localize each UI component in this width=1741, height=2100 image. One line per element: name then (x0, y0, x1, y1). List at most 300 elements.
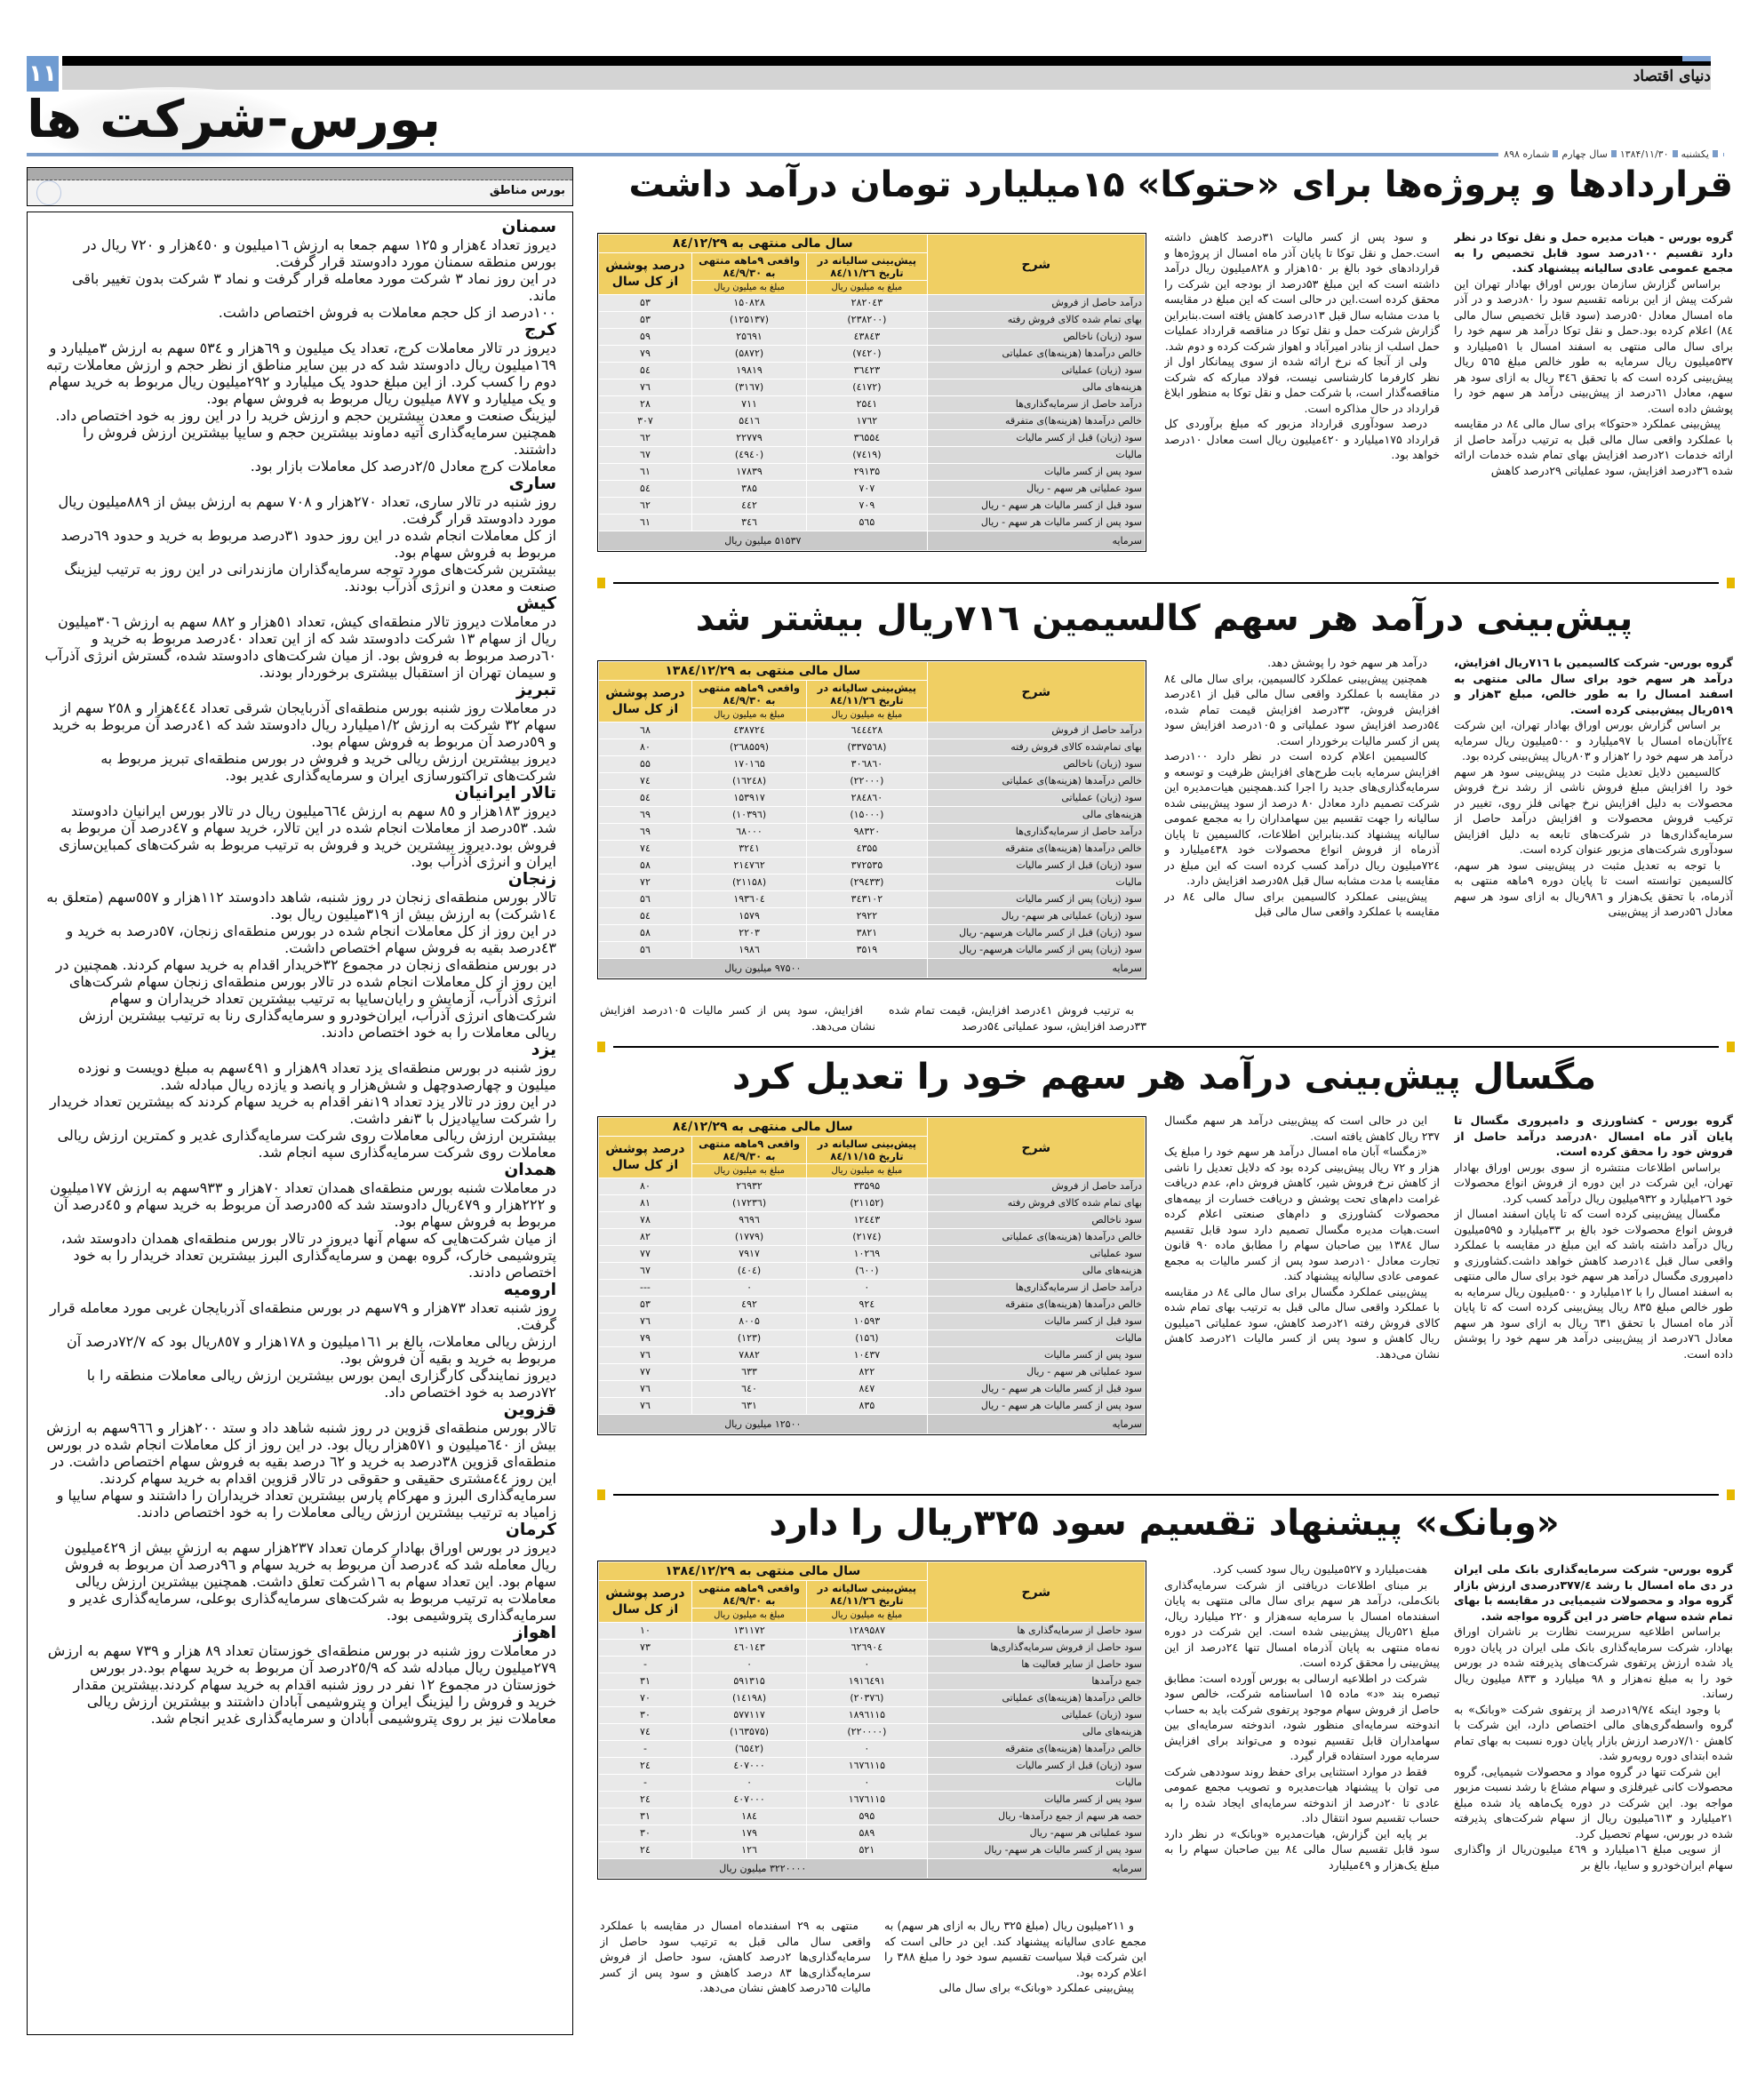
row-label: خالص درآمدها (هزینه‌ها)ی متفرقه (1004, 415, 1142, 427)
actual-value: ۱۹۸٦ (739, 944, 760, 955)
region-title: سمنان (501, 218, 556, 236)
region-heading (44, 784, 556, 802)
coverage-cell (599, 1640, 691, 1656)
row-label-cell (928, 1657, 1145, 1673)
paragraph: این شرکت تنها در گروه مواد و محصولات شیمیایی، گروه محصولات کانی غیرفلزی و سهام مشاع با رشد نسبت مزبور مواجه بود. این شرکت در دوره یک‌ماهه یاد شده مبلغ ۲۱میلیارد و ٦۱۳میلیون ریال از سهام شرکت‌های پذیرفته شده در بورس، سهام تحصیل کرد. (1454, 1764, 1733, 1840)
col-actual: واقعی ۹ماهه منتهی به ۸٤/۹/۳۰ (692, 1581, 806, 1608)
coverage-cell (599, 1623, 691, 1639)
forecast-cell (807, 1741, 926, 1757)
row-label-cell (928, 1297, 1145, 1313)
actual-cell (692, 1229, 806, 1245)
row-label: سود عملیاتی هر سهم - ریال (1026, 483, 1142, 494)
actual-cell (692, 1741, 806, 1757)
actual-value: ۱۷۸۳۹ (736, 466, 763, 477)
paragraph: پیش‌بینی عملکرد «حتوکا» برای سال مالی ۸٤ در مقایسه با عملکرد واقعی سال مالی قبل به ترتیب درآمد حاصل از ارائه خدمات ۲۱درصد افزایش بهای تمام شده خدمات ارائه شده ۳٦درصد افزایش، سود عملیاتی ۲۹درصد کاهش (1454, 417, 1733, 477)
actual-cell (692, 1724, 806, 1740)
row-label: سود (زیان) پس از کسر مالیات (1016, 893, 1142, 905)
region-heading (44, 218, 556, 236)
capital-label: سرمایه (1112, 534, 1142, 547)
actual-cell (692, 942, 806, 958)
article-1-headline (595, 164, 1733, 206)
forecast-cell (807, 329, 926, 345)
actual-value: ٦۳۱ (741, 1400, 757, 1411)
coverage-cell (599, 790, 691, 806)
dateline-date: ۱۳۸۴/۱۱/۳۰ (1619, 148, 1669, 160)
actual-cell (692, 481, 806, 497)
article-1-column-right (1454, 229, 1733, 572)
coverage-cell (599, 1707, 691, 1723)
actual-value: (۱۲۵۱۳۷) (730, 314, 770, 325)
row-label: مالیات (1115, 1332, 1142, 1344)
row-label: سود ناخالص (1091, 1214, 1142, 1226)
forecast-cell (807, 1623, 926, 1639)
row-label: مالیات (1115, 876, 1142, 888)
article-4-column-middle (1164, 1561, 1440, 2037)
coverage-cell (599, 841, 691, 857)
coverage-cell (599, 363, 691, 379)
coverage-cell (599, 1263, 691, 1279)
row-label: بهای تمام‌شده کالای فروش رفته (1010, 741, 1142, 753)
coverage-cell (599, 1229, 691, 1245)
forecast-value: (۲۹٤۳۳) (850, 876, 884, 888)
actual-value: ۵۷۷۱۱۷ (733, 1709, 765, 1721)
row-label-cell (928, 379, 1145, 395)
table-row (599, 1330, 1145, 1346)
col-forecast: پیش‌بینی سالیانه در تاریخ ۸٤/۱۱/۲٦ (807, 681, 926, 707)
forecast-value: ۵۹۵ (859, 1810, 875, 1822)
capital-value-cell (599, 959, 927, 978)
actual-cell (692, 874, 806, 890)
masthead-bar (62, 56, 1711, 66)
capital-row (599, 1415, 1145, 1433)
table-row (599, 481, 1145, 497)
row-label: سود حاصل از سایر فعالیت ها (1021, 1658, 1142, 1670)
article-separator (597, 1042, 1735, 1052)
paragraph: در این روز از کل معاملات انجام شده در بورس منطقه‌ای زنجان، ٥۷درصد به خرید و ٤۳درصد بقیه به فروش سهام اختصاص داشت. (66, 922, 556, 956)
forecast-cell (807, 756, 926, 772)
table-header-row (599, 1118, 1145, 1136)
paragraph: بیشترین ارزش ریالی معاملات روی شرکت سرمایه‌گذاری غدیر و کمترین ارزش ریالی معاملات روی شرکت سرمایه‌گذاری سپه انجام شد. (57, 1127, 556, 1161)
article-1-lead: گروه بورس - هیات مدیره حمل و نقل توکا در نظر دارد تقسیم ۱۰۰درصد سود قابل تخصیص را به مجمع عمومی عادی سالیانه پیشنهاد کند. (1454, 230, 1733, 275)
coverage-pct: ۷٤ (640, 775, 651, 787)
row-label-cell (928, 515, 1145, 531)
capital-label-cell (928, 959, 1145, 978)
article-4-below-table-left (600, 1918, 871, 2033)
section-title: بورس-شرکت ها (27, 89, 442, 149)
paragraph: روز شنبه در تالار ساری، تعداد ۲۷۰هزار و ۷۰۸ سهم به ارزش بیش از ۸۸۹میلیون ریال مورد دادوستد قرار گرفت. (58, 493, 556, 527)
article-2-right-body (1454, 717, 1733, 920)
forecast-cell (807, 723, 926, 739)
article-4-right-body (1454, 1624, 1733, 1872)
fiscal-period: سال مالی منتهی به ۸٤/۱۲/۲۹ (599, 235, 927, 252)
article-4-lead: گروه بورس- شرکت سرمایه‌گذاری بانک ملی ایران در دی ماه امسال با رشد ۳۷۷/٤درصدی ارزش بازار گروه مواد و محصولات شیمیایی در مقایسه با بهای تمام شده سهام حاضر در این گروه مواجه شد. (1454, 1562, 1733, 1623)
region-section (44, 1521, 556, 1624)
row-label: سود پس از کسر مالیات هر سهم- ریال (984, 1844, 1142, 1856)
actual-cell (692, 1758, 806, 1774)
article-1-table (597, 233, 1146, 552)
paragraph: از میان شرکت‌هایی که سهام آنها دیروز در تالار بورس منطقه‌ای همدان دادوستد شد، پتروشیمی خارک، گروه بهمن و سرمایه‌گذاری البرز بیشترین تعداد خریدار را به خود اختصاص دادند. (60, 1230, 556, 1281)
bullet-icon (1673, 150, 1678, 157)
row-label-cell (928, 1263, 1145, 1279)
actual-cell (692, 1707, 806, 1723)
row-label: هزینه‌های مالی (1082, 809, 1142, 820)
regional-exchanges-sidebar (27, 212, 573, 2035)
forecast-value: ۳٦۵۵٤ (853, 432, 881, 443)
table-row (599, 447, 1145, 463)
coverage-cell (599, 1657, 691, 1673)
forecast-value: ۱۲۸۹۵۸۷ (848, 1625, 886, 1636)
actual-value: ۱۸٤ (741, 1810, 757, 1822)
actual-value: ۳۲٤۱ (739, 842, 760, 854)
region-heading (44, 1624, 556, 1642)
article-2-below-table-left (600, 1002, 875, 1034)
forecast-cell (807, 1195, 926, 1211)
actual-cell (692, 723, 806, 739)
coverage-pct: ۷۷ (640, 1248, 651, 1259)
coverage-cell (599, 942, 691, 958)
region-section (44, 784, 556, 870)
article-2-headline (595, 597, 1733, 640)
actual-cell (692, 891, 806, 907)
forecast-value: ۲۹۲۲ (856, 910, 878, 922)
forecast-cell (807, 379, 926, 395)
divider (27, 153, 1724, 156)
row-label: سود (زیان) ناخالص (1063, 331, 1142, 342)
row-label: سود (زیان) ناخالص (1063, 758, 1142, 770)
article-1-right-body (1454, 276, 1733, 479)
row-label: سود قبل از کسر مالیات هر سهم - ریال (981, 1383, 1142, 1394)
row-label: خالص درآمدها (هزینه‌ها)ی عملیاتی (1002, 347, 1142, 359)
table-row (599, 1347, 1145, 1363)
row-label-cell (928, 1792, 1145, 1808)
article-4-column-right (1454, 1561, 1733, 2037)
region-title: همدان (504, 1161, 556, 1179)
forecast-cell (807, 1724, 926, 1740)
forecast-value: ۲۵٤۱ (856, 398, 878, 410)
forecast-cell (807, 413, 926, 429)
forecast-cell (807, 464, 926, 480)
row-label-cell (928, 1758, 1145, 1774)
coverage-cell (599, 807, 691, 823)
capital-label: سرمایه (1112, 1862, 1142, 1874)
forecast-value: ۲۸۲۰٤۳ (851, 297, 883, 308)
actual-value: ٤٤۲ (741, 499, 757, 511)
forecast-value: ۳۳۵۹۵ (853, 1180, 881, 1192)
forecast-value: (۱۵٦) (855, 1332, 879, 1344)
region-title: تبریز (516, 681, 556, 699)
actual-value: (٦۵٤۲) (734, 1743, 764, 1754)
coverage-pct: ۷۳ (640, 1641, 651, 1653)
region-heading (44, 595, 556, 613)
table-row (599, 790, 1145, 806)
table-row (599, 1707, 1145, 1723)
table-row (599, 773, 1145, 789)
table-row (599, 1297, 1145, 1313)
actual-value: ٦٤۰ (741, 1383, 757, 1394)
forecast-value: ۹۸۳۲۰ (853, 826, 881, 837)
row-label: جمع درآمدها (1091, 1675, 1142, 1687)
coverage-pct: ۳۰ (640, 1827, 651, 1839)
forecast-cell (807, 1178, 926, 1194)
actual-cell (692, 1398, 806, 1414)
coverage-pct: ٦۲ (640, 432, 651, 443)
col-description: شرح (928, 1118, 1145, 1178)
fiscal-period: سال مالی منتهی به ۸٤/۱۲/۲۹ (599, 1118, 927, 1136)
paragraph: دیروز ۱۸۳هزار و ۸٥ سهم به ارزش ٦٦٤میلیون ریال در تالار بورس ایرانیان دادوستد شد. ٥۳درصد از معاملات انجام شده در این تالار، خرید سهام و ٤۷درصد آن مربوط به فروش بود.دیروز بیشترین خرید و فروش به ترتیب مربوط به شرکت‌های کمباین‌سازی ایران و انرژی آذرآب بود. (59, 802, 556, 870)
actual-value: ۱۵۳۹۱۷ (733, 792, 765, 803)
row-label-cell (928, 1623, 1145, 1639)
article-2-column-middle (1164, 655, 1440, 1033)
coverage-pct: ۷۷ (640, 1366, 651, 1377)
coverage-pct: ۵۵ (640, 758, 651, 770)
actual-value: ٦۳۳ (741, 1366, 757, 1377)
row-label: خالص درآمدها (هزینه‌ها)ی عملیاتی (1002, 1692, 1142, 1704)
actual-value: ۳٤٦ (741, 516, 757, 528)
paragraph: دیروز نمایندگی کارگزاری ایمن بورس بیشترین ارزش ریالی معاملات منطقه را با ۷۲درصد به خود اختصاص داد. (86, 1367, 556, 1401)
row-label-cell (928, 874, 1145, 890)
table-row (599, 841, 1145, 857)
paragraph: درصد سودآوری قرارداد مزبور که مبلغ برآوردی کل قرارداد ۱۷۵میلیارد و ٤۲۰میلیون ریال است معادل ۱۰درصد خواهد بود. (1164, 417, 1440, 461)
coverage-pct: ۲٤ (640, 1760, 651, 1771)
paragraph: افزایش، سود پس از کسر مالیات ۱۰۵درصد افزایش نشان می‌دهد. (600, 1003, 875, 1033)
region-heading (44, 1041, 556, 1059)
col-description: شرح (928, 235, 1145, 294)
forecast-value: (۷٤۱۹) (852, 449, 882, 460)
table-header-row (599, 1562, 1145, 1580)
coverage-cell (599, 498, 691, 514)
page-number: ۱۱ (27, 56, 59, 92)
actual-value: ٤۰۷۰۰۰ (733, 1793, 765, 1805)
col-forecast: پیش‌بینی سالیانه در تاریخ ۸٤/۱۱/۱۵ (807, 1137, 926, 1163)
table-row (599, 1381, 1145, 1397)
row-label: سود (زیان) عملیاتی (1061, 364, 1142, 376)
row-label: سود (زیان) قبل از کسر مالیات (1016, 1760, 1142, 1771)
unit-label: مبلغ به میلیون ریال (692, 1609, 806, 1622)
row-label-cell (928, 908, 1145, 924)
capital-row (599, 1859, 1145, 1878)
row-label-cell (928, 723, 1145, 739)
actual-value: ٤۳۸۷۲٤ (733, 724, 765, 736)
unit-label: مبلغ به میلیون ریال (692, 281, 806, 294)
row-label-cell (928, 1724, 1145, 1740)
table-row (599, 1313, 1145, 1329)
paragraph: مگسال پیش‌بینی کرده است که تا پایان اسفند امسال از فروش انواع محصولات خود بالغ بر ۳۳میلیارد و ۵۹۵میلیون ریال درآمد داشته باشد که این مبلغ در مقایسه با عملکرد واقعی سال قبل ۱٤درصد کاهش خواهد داشت.کشاورزی و دامپروری مگسال درآمد هر سهم خود برای سال مالی منتهی به اسفند امسال را با ۱۲میلیارد و ۵۰۰میلیون ریال سرمایه به طور خالص مبلغ ۸۳۵ ریال پیش‌بینی کرده است که تا پایان آذر ماه امسال با تحقق ٦۳۱ ریال به ازای سود هر سهم معادل ۷٦درصد از پیش‌بینی درآمد هر سهم خود را پوشش داده است. (1454, 1207, 1733, 1361)
actual-cell (692, 498, 806, 514)
coverage-pct: ۷٦ (640, 1400, 651, 1411)
actual-value: ۱۷۰۱٦۵ (733, 758, 765, 770)
coverage-pct: ۷۹ (640, 1332, 651, 1344)
forecast-value: ۳٤۳۱۰۲ (851, 893, 883, 905)
table-row (599, 1195, 1145, 1211)
row-label-cell (928, 1398, 1145, 1414)
actual-cell (692, 1640, 806, 1656)
coverage-pct: ۸۱ (640, 1197, 651, 1209)
actual-value: ۰ (747, 1777, 752, 1788)
row-label-cell (928, 807, 1145, 823)
row-label-cell (928, 925, 1145, 941)
actual-cell (692, 841, 806, 857)
actual-value: ۱۷۹ (741, 1827, 757, 1839)
region-title: ارومیه (503, 1281, 556, 1299)
fiscal-period: سال مالی منتهی به ۱۳۸٤/۱۲/۲۹ (599, 1562, 927, 1580)
paragraph: منتهی به ۲۹ اسفندماه امسال در مقایسه با عملکرد واقعی سال مالی قبل به ترتیب سود حاصل از سرمایه‌گذاری‌ها ۲درصد کاهش، سود حاصل از فروش سرمایه‌گذاری‌ها ۸۳ درصد کاهش و سود پس از کسر مالیات ٦۵درصد کاهش نشان می‌دهد. (600, 1919, 871, 1994)
actual-cell (692, 1347, 806, 1363)
table-row (599, 1280, 1145, 1296)
forecast-cell (807, 1313, 926, 1329)
row-label-cell (928, 413, 1145, 429)
coverage-cell (599, 379, 691, 395)
dateline (1498, 146, 1723, 162)
coverage-cell (599, 723, 691, 739)
region-title: ساری (508, 475, 556, 493)
row-label-cell (928, 1212, 1145, 1228)
forecast-value: ۳۰٦۸٦۰ (851, 758, 883, 770)
coverage-cell (599, 874, 691, 890)
unit-label: مبلغ به میلیون ریال (807, 1609, 926, 1622)
forecast-value: (۲۳۸۲۰۰) (847, 314, 887, 325)
table-row (599, 1246, 1145, 1262)
forecast-value: ۳٦٤۲۳ (853, 364, 881, 376)
forecast-value: ۷۰۹ (859, 499, 875, 511)
coverage-cell (599, 1364, 691, 1380)
bullet-icon (1713, 150, 1718, 157)
forecast-value: ۳۷۲۵۳۵ (851, 859, 883, 871)
forecast-cell (807, 363, 926, 379)
row-label: سود حاصل از فروش سرمایه‌گذاری‌ها (990, 1641, 1142, 1653)
actual-cell (692, 1381, 806, 1397)
row-label: درآمد حاصل از فروش (1051, 724, 1142, 736)
actual-cell (692, 379, 806, 395)
capital-label: سرمایه (1112, 1417, 1142, 1430)
table-row (599, 723, 1145, 739)
actual-value: ۷۸۸۲ (739, 1349, 760, 1361)
capital-label-cell (928, 1415, 1145, 1433)
forecast-cell (807, 1246, 926, 1262)
row-label-cell (928, 346, 1145, 362)
forecast-value: (۲۲۰۰۰) (850, 775, 884, 787)
paragraph: از سویی مبلغ ۱٦میلیارد و ٤٦۹ میلیون‌ریال از واگذاری سهام ایران‌خودرو و سایپا، بالغ بر (1454, 1842, 1733, 1872)
col-actual: واقعی ۹ماهه منتهی به ۸٤/۹/۳۰ (692, 253, 806, 280)
row-label-cell (928, 498, 1145, 514)
forecast-value: ۱٦۷٦۱۱۵ (848, 1760, 886, 1771)
coverage-cell (599, 1809, 691, 1825)
row-label: خالص درآمدها (هزینه‌ها)ی عملیاتی (1002, 775, 1142, 787)
article-separator (597, 1489, 1735, 1500)
forecast-cell (807, 824, 926, 840)
coverage-cell (599, 1842, 691, 1858)
actual-cell (692, 1690, 806, 1706)
coverage-pct: --- (639, 1282, 651, 1293)
forecast-cell (807, 1707, 926, 1723)
paragraph: در معاملات روز شنبه بورس منطقه‌ای آذربایجان شرقی تعداد ٤٤٤هزار و ۲٥۸ سهم از سهام ۳۲ شرکت به ارزش ۱/۲میلیارد ریال دادوستد شد که ٤۱درصد آن مربوط به خرید و ٥۹درصد آن مربوط به فروش سهام بود. (52, 699, 556, 750)
forecast-value: ٦٤٤٤۲۸ (851, 724, 883, 736)
row-label-cell (928, 1741, 1145, 1757)
forecast-value: (۱۵۰۰۰) (850, 809, 884, 820)
row-label: بهای تمام شده کالای فروش رفته (1007, 314, 1142, 325)
row-label-cell (928, 329, 1145, 345)
row-label-cell (928, 1690, 1145, 1706)
capital-value: ۵۱۵۳۷ میلیون ریال (724, 534, 802, 547)
actual-cell (692, 824, 806, 840)
row-label-cell (928, 1280, 1145, 1296)
row-label-cell (928, 1707, 1145, 1723)
row-label: سود حاصل از سرمایه‌گذاری ها (1017, 1625, 1142, 1636)
paragraph: «زمگسا» آبان ماه امسال درآمد هر سهم خود را مبلغ یک هزار و ۷۲ ریال پیش‌بینی کرده بود که دلایل تعدیل را ناشی از کاهش نرخ فروش شیر، کاهش فروش دام، عدم دریافت غرامت دام‌های تحت پوشش و دریافت خسارت از بیمه‌های محصولات کشاورزی و دام‌های صنعتی اعلام کرده است.هیات مدیره مگسال تصمیم دارد سود قابل تقسیم سال ۱۳۸٤ بین صاحبان سهام را مطابق ماده ۹۰ قانون تجارت معادل ۱۰درصد سود پس از کسر مالیات به مجمع عمومی عادی سالیانه پیشنهاد کند. (1164, 1145, 1440, 1282)
actual-cell (692, 1364, 806, 1380)
forecast-value: ٤۳۵۵ (856, 842, 878, 854)
actual-value: ۲۱٤۷٦۲ (733, 859, 765, 871)
coverage-cell (599, 312, 691, 328)
coverage-pct: ۵٦ (640, 944, 651, 955)
coverage-cell (599, 908, 691, 924)
forecast-cell (807, 295, 926, 311)
paragraph: با وجود اینکه ۱۹/۷٤درصد از پرتفوی شرکت «وبانک» به گروه واسطه‌گری‌های مالی اختصاص دارد، این شرکت با کاهش ۷/۱۰درصد ارزش بازار پایان دوره نسبت به بهای تمام شده ابتدای دوره روبه‌رو شد. (1454, 1702, 1733, 1762)
region-heading (44, 870, 556, 889)
actual-value: (۱٦۲٤۸) (731, 775, 767, 787)
actual-cell (692, 756, 806, 772)
paragraph: هفت‌میلیارد و ۵۲۷میلیون ریال سود کسب کرد. (1212, 1562, 1427, 1576)
capital-label-cell (928, 1859, 1145, 1878)
table-row (599, 295, 1145, 311)
paragraph: دیروز بیشترین ارزش ریالی خرید و فروش در بورس منطقه‌ای تبریز مربوط به شرکت‌های تراکتورسازی ایران و سرمایه‌گذاری غدیر بود. (100, 750, 556, 784)
fiscal-period: سال مالی منتهی به ۱۳۸٤/۱۲/۲۹ (599, 662, 927, 680)
coverage-pct: ۲٤ (640, 1844, 651, 1856)
actual-value: ٦۸۰۰۰ (736, 826, 763, 837)
forecast-cell (807, 1792, 926, 1808)
article-4-headline (595, 1502, 1733, 1545)
coverage-pct: ۷٦ (640, 1383, 651, 1394)
actual-value: ۷۱۱ (741, 398, 757, 410)
coverage-cell (599, 1792, 691, 1808)
region-section (44, 321, 556, 475)
forecast-value: (۲۲۰۰۰۰) (847, 1726, 887, 1737)
table-row (599, 874, 1145, 890)
coverage-pct: ۸۰ (640, 1180, 651, 1192)
dateline-year: سال چهارم (1561, 148, 1608, 160)
paragraph: پیش‌بینی عملکرد مگسال برای سال مالی ۸٤ در مقایسه با عملکرد واقعی سال مالی قبل به ترتیب بهای تمام شده کالای فروش رفته ۲۱درصد کاهش، سود عملیاتی ٦میلیون ریال کاهش و سود پس از کسر مالیات ۲۱درصد کاهش نشان می‌دهد. (1164, 1284, 1440, 1361)
forecast-value: (٦۰۰) (855, 1265, 879, 1276)
coverage-pct: ۷۸ (640, 1214, 651, 1226)
paragraph: این در حالی است که پیش‌بینی درآمد هر سهم مگسال ۲۳۷ ریال کاهش یافته است. (1164, 1114, 1440, 1143)
forecast-cell (807, 430, 926, 446)
masthead-gray-bar (62, 66, 1711, 90)
table-row (599, 1792, 1145, 1808)
coverage-cell (599, 413, 691, 429)
col-coverage-pct: درصد پوشش از کل سال (599, 253, 691, 294)
forecast-cell (807, 858, 926, 874)
paragraph: ارزش ریالی معاملات، بالغ بر ۱٦۱میلیون و ۱۷۸هزار و ۸٥۷ریال بود که ۷۲/۷درصد آن مربوط به خرید و بقیه آن فروش بود. (66, 1333, 556, 1367)
sidebar-header (27, 167, 573, 206)
forecast-value: ۳۸۲۱ (856, 927, 878, 938)
paragraph: در معاملات شنبه بورس منطقه‌ای همدان تعداد ۷۰هزار و ۹۳۳سهم به ارزش ۱۷۷میلیون و ۲۲۲هزار و ٤۷۹ریال دادوستد شد که ٥٥درصد آن مربوط به خرید سهام و ٤٥درصد آن مربوط به فروش سهام بود. (50, 1179, 556, 1230)
article-2-below-table-right (889, 1002, 1146, 1034)
coverage-pct: ۷٤ (640, 842, 651, 854)
coverage-cell (599, 739, 691, 755)
actual-cell (692, 295, 806, 311)
masthead-accent (1682, 56, 1711, 61)
article-3-column-right (1454, 1113, 1733, 1479)
coverage-cell (599, 891, 691, 907)
newspaper-logo: دنیای اقتصاد (1633, 68, 1711, 85)
row-label-cell (928, 295, 1145, 311)
region-heading (44, 1161, 556, 1179)
forecast-cell (807, 1229, 926, 1245)
paragraph: در بورس منطقه‌ای زنجان در مجموع ۳۲خریدار اقدام به خرید سهام کردند. همچنین در این روز از کل معاملات انجام شده در تالار بورس منطقه‌ای زنجان سهام شرکت‌های انرژی آذرآب، آزمایش و رایان‌سایپا به ترتیب بیشترین تعداد خریداران و سهام شرکت‌های انرژی آذرآب، ایران‌خودرو و سرمایه‌گذاری رنا به ترتیب بیشترین ارزش ریالی معاملات را به خود اختصاص دادند. (55, 956, 556, 1041)
actual-value: (۲۱۱۵۸) (731, 876, 767, 888)
coverage-cell (599, 481, 691, 497)
coverage-cell (599, 1398, 691, 1414)
capital-row (599, 531, 1145, 550)
